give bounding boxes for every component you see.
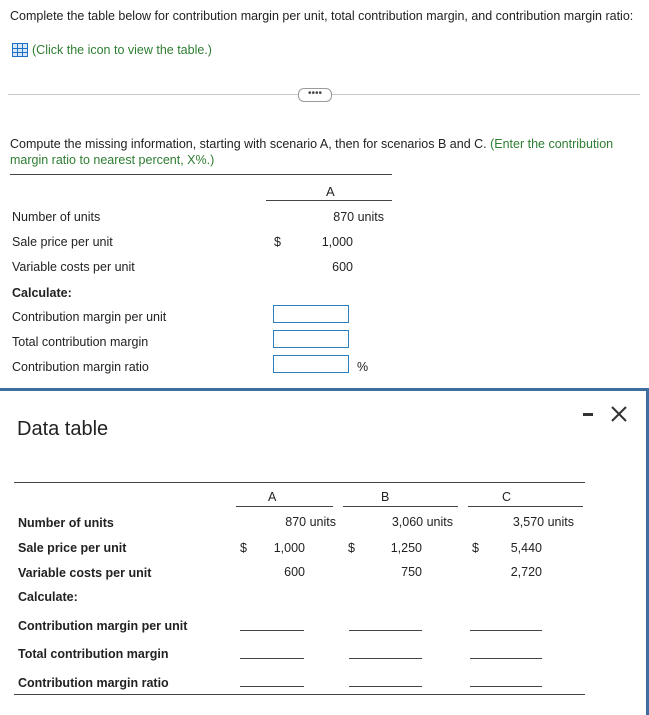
data-header-rule-c: [468, 506, 583, 507]
data-table-title: Data table: [17, 418, 109, 440]
work-variable-label: Variable costs per unit: [12, 260, 135, 274]
compute-note-text: (Enter the contribution margin ratio to nearest percent, X%.): [10, 137, 614, 167]
data-cm-unit-blank-c: [470, 630, 542, 631]
work-price-value: 1,000: [321, 235, 353, 249]
compute-instructions: [10, 136, 646, 168]
compute-main-text: Compute the missing information, starting with scenario A, then for scenarios B and C.: [10, 137, 487, 151]
cm-ratio-input[interactable]: [273, 355, 349, 373]
work-column-header-a: A: [326, 184, 335, 199]
data-price-currency-a: $: [240, 541, 247, 555]
data-price-label: Sale price per unit: [18, 541, 127, 555]
data-variable-b: 750: [401, 565, 422, 579]
data-cm-unit-label: Contribution margin per unit: [18, 619, 188, 633]
work-price-currency: $: [274, 235, 281, 249]
work-cm-ratio-label: Contribution margin ratio: [12, 360, 149, 374]
work-price-label: Sale price per unit: [12, 235, 113, 249]
data-price-currency-c: $: [472, 541, 479, 555]
view-table-link[interactable]: [12, 43, 212, 57]
view-table-link-label[interactable]: (Click the icon to view the table.): [32, 43, 212, 57]
data-table-top-rule: [14, 482, 585, 483]
percent-sign: %: [357, 360, 369, 374]
work-units-value: 870 units: [333, 210, 384, 224]
work-variable-value: 600: [332, 260, 353, 274]
data-variable-c: 2,720: [510, 565, 542, 579]
data-table-bottom-rule: [14, 694, 585, 695]
work-cm-unit-label: Contribution margin per unit: [12, 310, 167, 324]
work-cm-total-label: Total contribution margin: [12, 335, 149, 349]
data-cm-unit-blank-b: [349, 630, 422, 631]
work-units-label: Number of units: [12, 210, 101, 224]
data-units-c: 3,570 units: [512, 515, 574, 529]
data-price-currency-b: $: [348, 541, 355, 555]
data-cm-ratio-blank-a: [240, 686, 304, 687]
work-header-rule: [266, 200, 392, 201]
data-cm-ratio-blank-c: [470, 686, 542, 687]
minimize-icon[interactable]: [583, 413, 593, 416]
data-column-header-c: C: [502, 490, 512, 504]
table-icon[interactable]: [12, 43, 28, 57]
data-cm-unit-blank-a: [240, 630, 304, 631]
data-cm-ratio-blank-b: [349, 686, 422, 687]
data-header-rule-a: [236, 506, 333, 507]
data-units-a: 870 units: [285, 515, 336, 529]
work-table-top-rule: [10, 174, 392, 175]
data-variable-label: Variable costs per unit: [18, 566, 152, 580]
data-cm-ratio-label: Contribution margin ratio: [18, 676, 169, 690]
data-calculate-label: Calculate:: [18, 590, 78, 604]
data-price-a: 1,000: [273, 541, 305, 555]
data-cm-total-blank-c: [470, 658, 542, 659]
data-cm-total-label: Total contribution margin: [18, 647, 169, 661]
intro-text: Complete the table below for contribution margin per unit, total contribution margin, and contribution margin ratio:: [10, 9, 634, 23]
data-cm-total-blank-a: [240, 658, 304, 659]
data-units-label: Number of units: [18, 516, 114, 530]
close-icon[interactable]: [608, 403, 630, 425]
data-column-header-a: A: [268, 490, 277, 504]
data-price-c: 5,440: [510, 541, 542, 555]
data-units-b: 3,060 units: [391, 515, 453, 529]
data-column-header-b: B: [381, 490, 390, 504]
work-calculate-label: Calculate:: [12, 286, 72, 300]
data-header-rule-b: [343, 506, 458, 507]
data-price-b: 1,250: [390, 541, 422, 555]
expand-more-button[interactable]: ••••: [298, 88, 332, 102]
data-cm-total-blank-b: [349, 658, 422, 659]
total-cm-input[interactable]: [273, 330, 349, 348]
data-variable-a: 600: [284, 565, 305, 579]
cm-per-unit-input[interactable]: [273, 305, 349, 323]
